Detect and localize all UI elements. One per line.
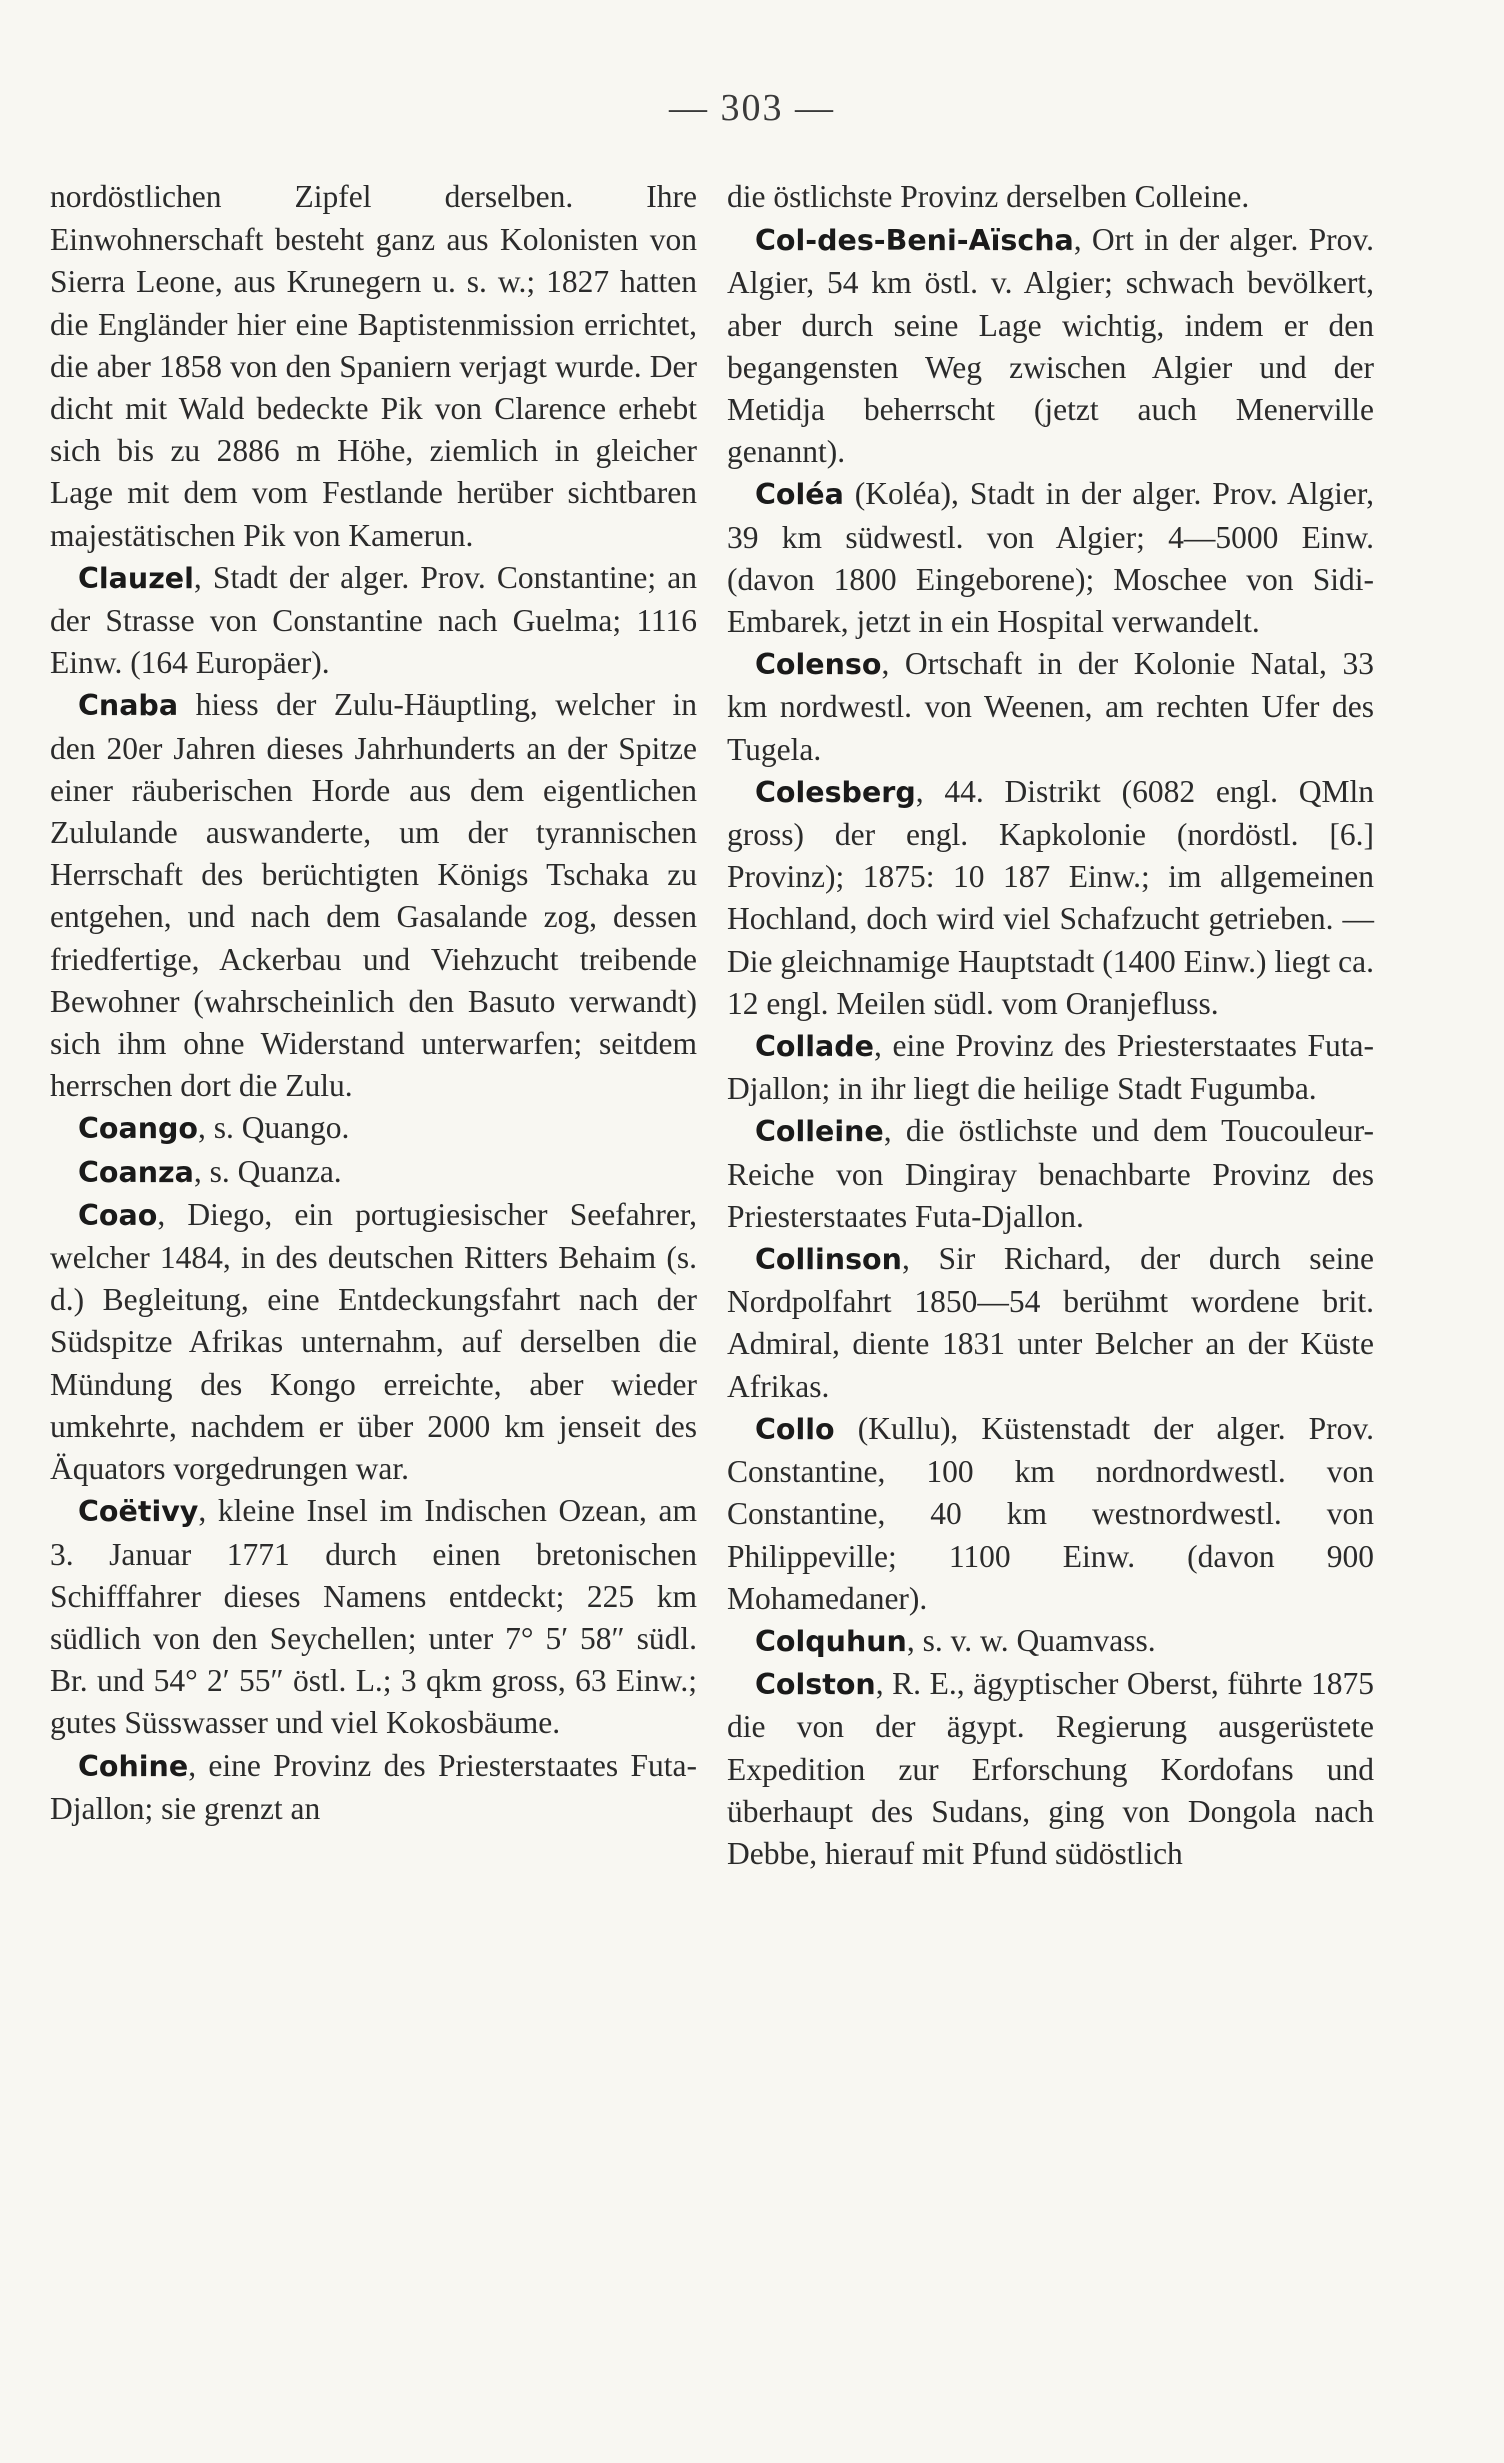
- entry: [727, 219, 1374, 473]
- entry-headword: Colston: [755, 1668, 876, 1702]
- entry-headword: Coëtivy: [78, 1495, 199, 1529]
- entry: [727, 473, 1374, 643]
- entry-text: , Stadt der alger. Prov. Constantine; an der Strasse von Constantine nach Guelma; 1116 Einw. (164 Europäer).: [50, 559, 697, 681]
- entry-headword: Collinson: [755, 1243, 902, 1277]
- entry-headword: Coao: [78, 1198, 158, 1232]
- entry: [50, 1490, 697, 1744]
- entry-text: (Kullu), Küstenstadt der alger. Prov. Constantine, 100 km nordnordwestl. von Constantine, 40 km westnordwestl. von Philippeville; 1100 Einw. (davon 900 Mohamedaner).: [727, 1410, 1374, 1616]
- entry-text: , kleine Insel im Indischen Ozean, am 3. Januar 1771 durch einen bretonischen Schifffahrer dieses Namens entdeckt; 225 km südlich von den Seychellen; unter 7° 5′ 58″ südl. Br. und 54° 2′ 55″ östl. L.; 3 qkm gross, 63 Einw.; gutes Süsswasser und viel Kokosbäume.: [50, 1493, 697, 1741]
- entry: [50, 1107, 697, 1150]
- entry: [727, 1238, 1374, 1408]
- entry-text: , Ort in der alger. Prov. Algier, 54 km östl. v. Algier; schwach bevölkert, aber durch seine Lage wichtig, indem er den begangensten Weg zwischen Algier und der Metidja beherrscht (jetzt auch Menerville genannt).: [727, 222, 1374, 470]
- entry-text: , R. E., ägyptischer Oberst, führte 1875 die von der ägypt. Regierung ausgerüstete Expedition zur Erforschung Kordofans und überhaupt des Sudans, ging von Dongola nach Debbe, hierauf mit Pfund südöstlich: [727, 1666, 1374, 1871]
- right-column: [727, 176, 1374, 1875]
- entry-text: , Ortschaft in der Kolonie Natal, 33 km nordwestl. von Weenen, am rechten Ufer des Tugela.: [727, 646, 1374, 767]
- entry-text: , eine Provinz des Priesterstaates Futa-Djallon; sie grenzt an: [50, 1747, 697, 1826]
- entry: [727, 1663, 1374, 1875]
- entry-text: hiess der Zulu-Häuptling, welcher in den 20er Jahren dieses Jahrhunderts an der Spitze einer räuberischen Horde aus dem eigentlichen Zululande auswanderte, um der tyrannischen Herrschaft des berüchtigten Königs Tschaka zu entgehen, und nach dem Gasalande zog, dessen friedfertige, Ackerbau und Viehzucht treibende Bewohner (wahrscheinlich den Basuto verwandt) sich ihm ohne Widerstand unterwarfen; seitdem herrschen dort die Zulu.: [50, 687, 697, 1104]
- entry: [727, 643, 1374, 771]
- entry-headword: Col-des-Beni-Aïscha: [755, 224, 1074, 258]
- entry-text: , eine Provinz des Priesterstaates Futa-Djallon; in ihr liegt die heilige Stadt Fugumba.: [727, 1028, 1374, 1107]
- entry-text: , die östlichste und dem Toucouleur-Reiche von Dingiray benachbarte Provinz des Priesterstaates Futa-Djallon.: [727, 1113, 1374, 1234]
- entry: [50, 684, 697, 1107]
- entry-headword: Colenso: [755, 648, 882, 682]
- entry-text: nordöstlichen Zipfel derselben. Ihre Einwohnerschaft besteht ganz aus Kolonisten von Sierra Leone, aus Krunegern u. s. w.; 1827 hatten die Engländer hier eine Baptistenmission errichtet, die aber 1858 von den Spaniern verjagt wurde. Der dicht mit Wald bedeckte Pik von Clarence erhebt sich bis zu 2886 m Höhe, ziemlich in gleicher Lage mit dem vom Festlande herüber sichtbaren majestätischen Pik von Kamerun.: [50, 179, 697, 553]
- entry: [50, 1151, 697, 1194]
- entry-text: , Sir Richard, der durch seine Nordpolfahrt 1850—54 berühmt wordene brit. Admiral, diente 1831 unter Belcher an der Küste Afrikas.: [727, 1241, 1374, 1404]
- entry: [727, 1110, 1374, 1238]
- entry-text: , s. v. w. Quamvass.: [906, 1622, 1156, 1658]
- entry: [727, 1025, 1374, 1110]
- entry-headword: Cohine: [78, 1749, 189, 1783]
- entry-headword: Collo: [755, 1412, 835, 1446]
- entry: [727, 1620, 1374, 1663]
- entry-text: (Koléa), Stadt in der alger. Prov. Algier, 39 km südwestl. von Algier; 4—5000 Einw. (davon 1800 Eingeborene); Moschee von Sidi-Embarek, jetzt in ein Hospital verwandelt.: [727, 476, 1374, 640]
- entry-headword: Colesberg: [755, 775, 916, 809]
- entry-headword: Coléa: [755, 478, 844, 512]
- entry-headword: Collade: [755, 1030, 874, 1064]
- entry-text: , s. Quango.: [198, 1110, 350, 1146]
- entry-headword: Cnaba: [78, 689, 179, 723]
- entry-headword: Colquhun: [755, 1624, 907, 1658]
- entry-headword: Clauzel: [78, 561, 194, 595]
- left-column: [50, 176, 697, 1830]
- entry-headword: Colleine: [755, 1115, 884, 1149]
- entry-headword: Coango: [78, 1112, 198, 1146]
- entry: [50, 1194, 697, 1490]
- entry: [727, 176, 1374, 219]
- entry-headword: Coanza: [78, 1155, 194, 1189]
- entry-text: , Diego, ein portugiesischer Seefahrer, welcher 1484, in des deutschen Ritters Behaim (s. d.) Begleitung, eine Entdeckungsfahrt nach der Südspitze Afrikas unternahm, auf derselben die Mündung des Kongo erreichte, aber wieder umkehrte, nachdem er über 2000 km jenseit des Äquators vorgedrungen war.: [50, 1196, 697, 1487]
- entry-text: , 44. Distrikt (6082 engl. QMln gross) der engl. Kapkolonie (nordöstl. [6.] Provinz); 1875: 10 187 Einw.; im allgemeinen Hochland, doch wird viel Schafzucht getrieben. — Die gleichnamige Hauptstadt (1400 Einw.) liegt ca. 12 engl. Meilen südl. vom Oranjefluss.: [727, 773, 1375, 1021]
- entry-text: , s. Quanza.: [193, 1153, 342, 1189]
- entry: [50, 176, 697, 557]
- entry-text: die östlichste Provinz derselben Colleine.: [727, 179, 1250, 214]
- entry: [50, 557, 697, 685]
- entry: [727, 1408, 1374, 1620]
- entry: [727, 771, 1374, 1025]
- page-number: — 303 —: [669, 87, 835, 129]
- entry: [50, 1745, 697, 1830]
